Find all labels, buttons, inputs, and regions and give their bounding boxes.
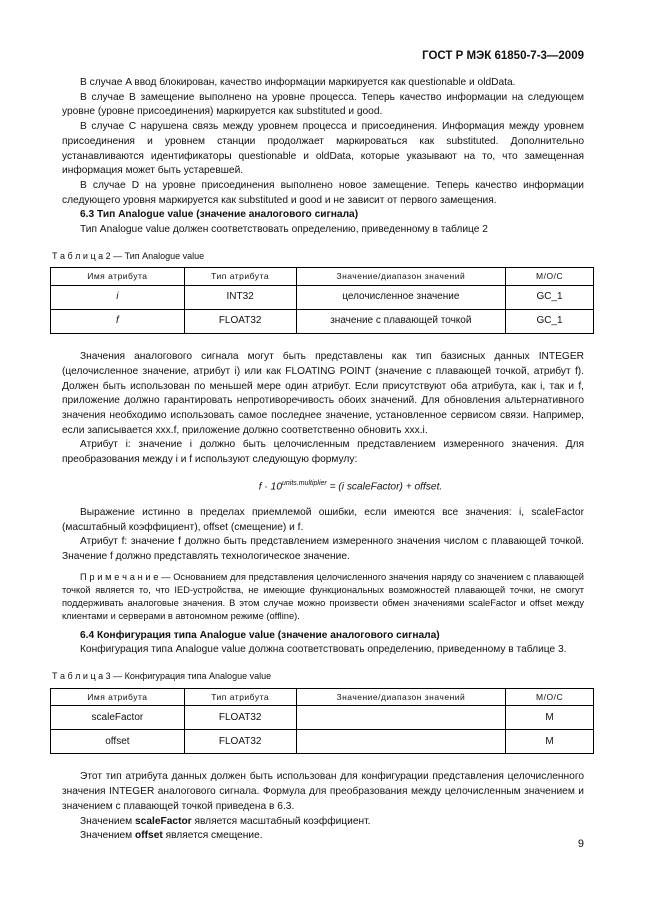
paragraph: В случае D на уровне присоединения выполнено новое замещение. Теперь качество информации следующего уровня маркируется как substituted и good и не зависит от первого замещения. — [62, 179, 584, 206]
paragraph-scalefactor — [62, 815, 584, 830]
formula — [117, 477, 584, 495]
table-cell: M — [506, 706, 594, 730]
column-header: Значение/диапазон значений — [296, 688, 506, 706]
caption-prefix: Т а б л и ц а — [52, 671, 104, 682]
table-row — [51, 730, 594, 754]
column-header: Тип атрибута — [184, 688, 296, 706]
formula-rhs: = (i scaleFactor) + offset. — [326, 481, 443, 493]
text: является масштабный коэффициент. — [191, 815, 371, 827]
table-cell — [296, 706, 506, 730]
table-row — [51, 706, 594, 730]
paragraph: Атрибут i: значение i должно быть целочисленным представлением измеренного значения. Для преобразования между i и f используют следующую формулу: — [62, 439, 584, 466]
table-cell: scaleFactor — [51, 706, 185, 730]
table-cell: FLOAT32 — [184, 706, 296, 730]
table-cell: FLOAT32 — [184, 730, 296, 754]
column-header: Имя атрибута — [51, 268, 185, 286]
column-header: Значение/диапазон значений — [296, 268, 506, 286]
caption-text: 3 — Конфигурация типа Analogue value — [103, 671, 272, 682]
table-cell: FLOAT32 — [184, 310, 296, 334]
table-cell: GC_1 — [506, 310, 594, 334]
note-text: — Основанием для представления целочисленного значения наряду со значением с плавающей точкой является то, что IED-устройства, не имеющие функциональных возможностей плавающей точки, не смогут поддерживать аналоговые значения. В этом случае можно произвести обмен значениями scaleFactor и offset между клиентами и серверами в автономном режиме (offline). — [62, 571, 584, 621]
page-number: 9 — [577, 838, 584, 850]
table-cell: i — [51, 286, 185, 310]
table-row — [51, 286, 594, 310]
table-cell: f — [51, 310, 185, 334]
text: Значением — [80, 830, 136, 842]
table-cell — [296, 730, 506, 754]
paragraph: Этот тип атрибута данных должен быть использован для конфигурации представления целочисленного значения INTEGER аналогового сигнала. Формула для преобразования между целочисленным значением и значением с плавающей точкой приведена в 6.3. — [62, 771, 584, 812]
paragraph: В случае B замещение выполнено на уровне процесса. Теперь качество информации на следующем уровне (уровне присоединения) маркируется как substituted и good. — [62, 91, 584, 118]
paragraph-offset — [62, 829, 584, 844]
text: является смещение. — [162, 830, 263, 842]
document-header: ГОСТ Р МЭК 61850-7-3—2009 — [422, 50, 584, 62]
table-header-row — [51, 688, 594, 706]
column-header: Имя атрибута — [51, 688, 185, 706]
paragraph: Выражение истинно в пределах приемлемой ошибки, если имеются все значения: i, scaleFactor (масштабный коэффициент), offset (смещение) и f. — [62, 506, 584, 533]
column-header: M/O/C — [506, 268, 594, 286]
table-cell: целочисленное значение — [296, 286, 506, 310]
paragraph: Конфигурация типа Analogue value должна соответствовать определению, приведенному в таблице 3. — [80, 644, 567, 656]
table-cell: значение с плавающей точкой — [296, 310, 506, 334]
table-cell: M — [506, 730, 594, 754]
paragraph: Значения аналогового сигнала могут быть представлены как тип базисных данных INTEGER (целочисленное значение, атрибут i) или как FLOATING POINT (значение с плавающей точкой, атрибут f). Должен быть использован по меньшей мере один атрибут. Если присутствуют оба атрибута, как i, так и f, приложение должно гарантировать непротиворечивость обоих значений. Для обновления альтернативного значения необходимо использовать самое последнее значение, установленное сервисом связи. Например, если записывается xxx.f, приложение должно соответственно обновить xxx.i. — [62, 351, 584, 436]
table-cell: offset — [51, 730, 185, 754]
caption-prefix: Т а б л и ц а — [52, 250, 104, 261]
table-2 — [50, 267, 594, 334]
note-label: П р и м е ч а н и е — [80, 571, 159, 582]
table-cell: INT32 — [184, 286, 296, 310]
table-2-caption — [52, 249, 584, 264]
formula-lhs: f · 10 — [258, 481, 282, 493]
table-3 — [50, 688, 594, 755]
table-row — [51, 310, 594, 334]
text: Значением — [80, 815, 136, 827]
section-heading-6-3: 6.3 Тип Analogue value (значение аналогового сигнала) — [80, 209, 359, 221]
paragraph: В случае A ввод блокирован, качество информации маркируется как questionable и oldData. — [80, 77, 516, 88]
section-heading-6-4: 6.4 Конфигурация типа Analogue value (значение аналогового сигнала) — [80, 629, 440, 641]
column-header: Тип атрибута — [184, 268, 296, 286]
paragraph: Тип Analogue value должен соответствовать определению, приведенному в таблице 2 — [80, 224, 488, 236]
paragraph: В случае C нарушена связь между уровнем процесса и присоединения. Информация между уровнем присоединения и уровнем станции продолжает маркироваться как substituted. Дополнительно устанавливаются идентификаторы questionable и oldData, которые указывают на то, что замещенная информация может быть устаревшей. — [62, 121, 584, 177]
table-header-row — [51, 268, 594, 286]
term: scaleFactor — [135, 815, 192, 827]
column-header: M/O/C — [506, 688, 594, 706]
table-3-caption — [52, 669, 584, 684]
term: offset — [135, 830, 163, 842]
formula-exponent: units.multiplier — [281, 479, 327, 487]
caption-text: 2 — Тип Analogue value — [103, 250, 205, 261]
page-body — [52, 76, 584, 844]
table-cell: GC_1 — [506, 286, 594, 310]
paragraph: Атрибут f: значение f должно быть представлением измеренного значения числом с плавающей точкой. Значение f должно представлять технологическое значение. — [62, 536, 584, 562]
note — [62, 571, 584, 623]
